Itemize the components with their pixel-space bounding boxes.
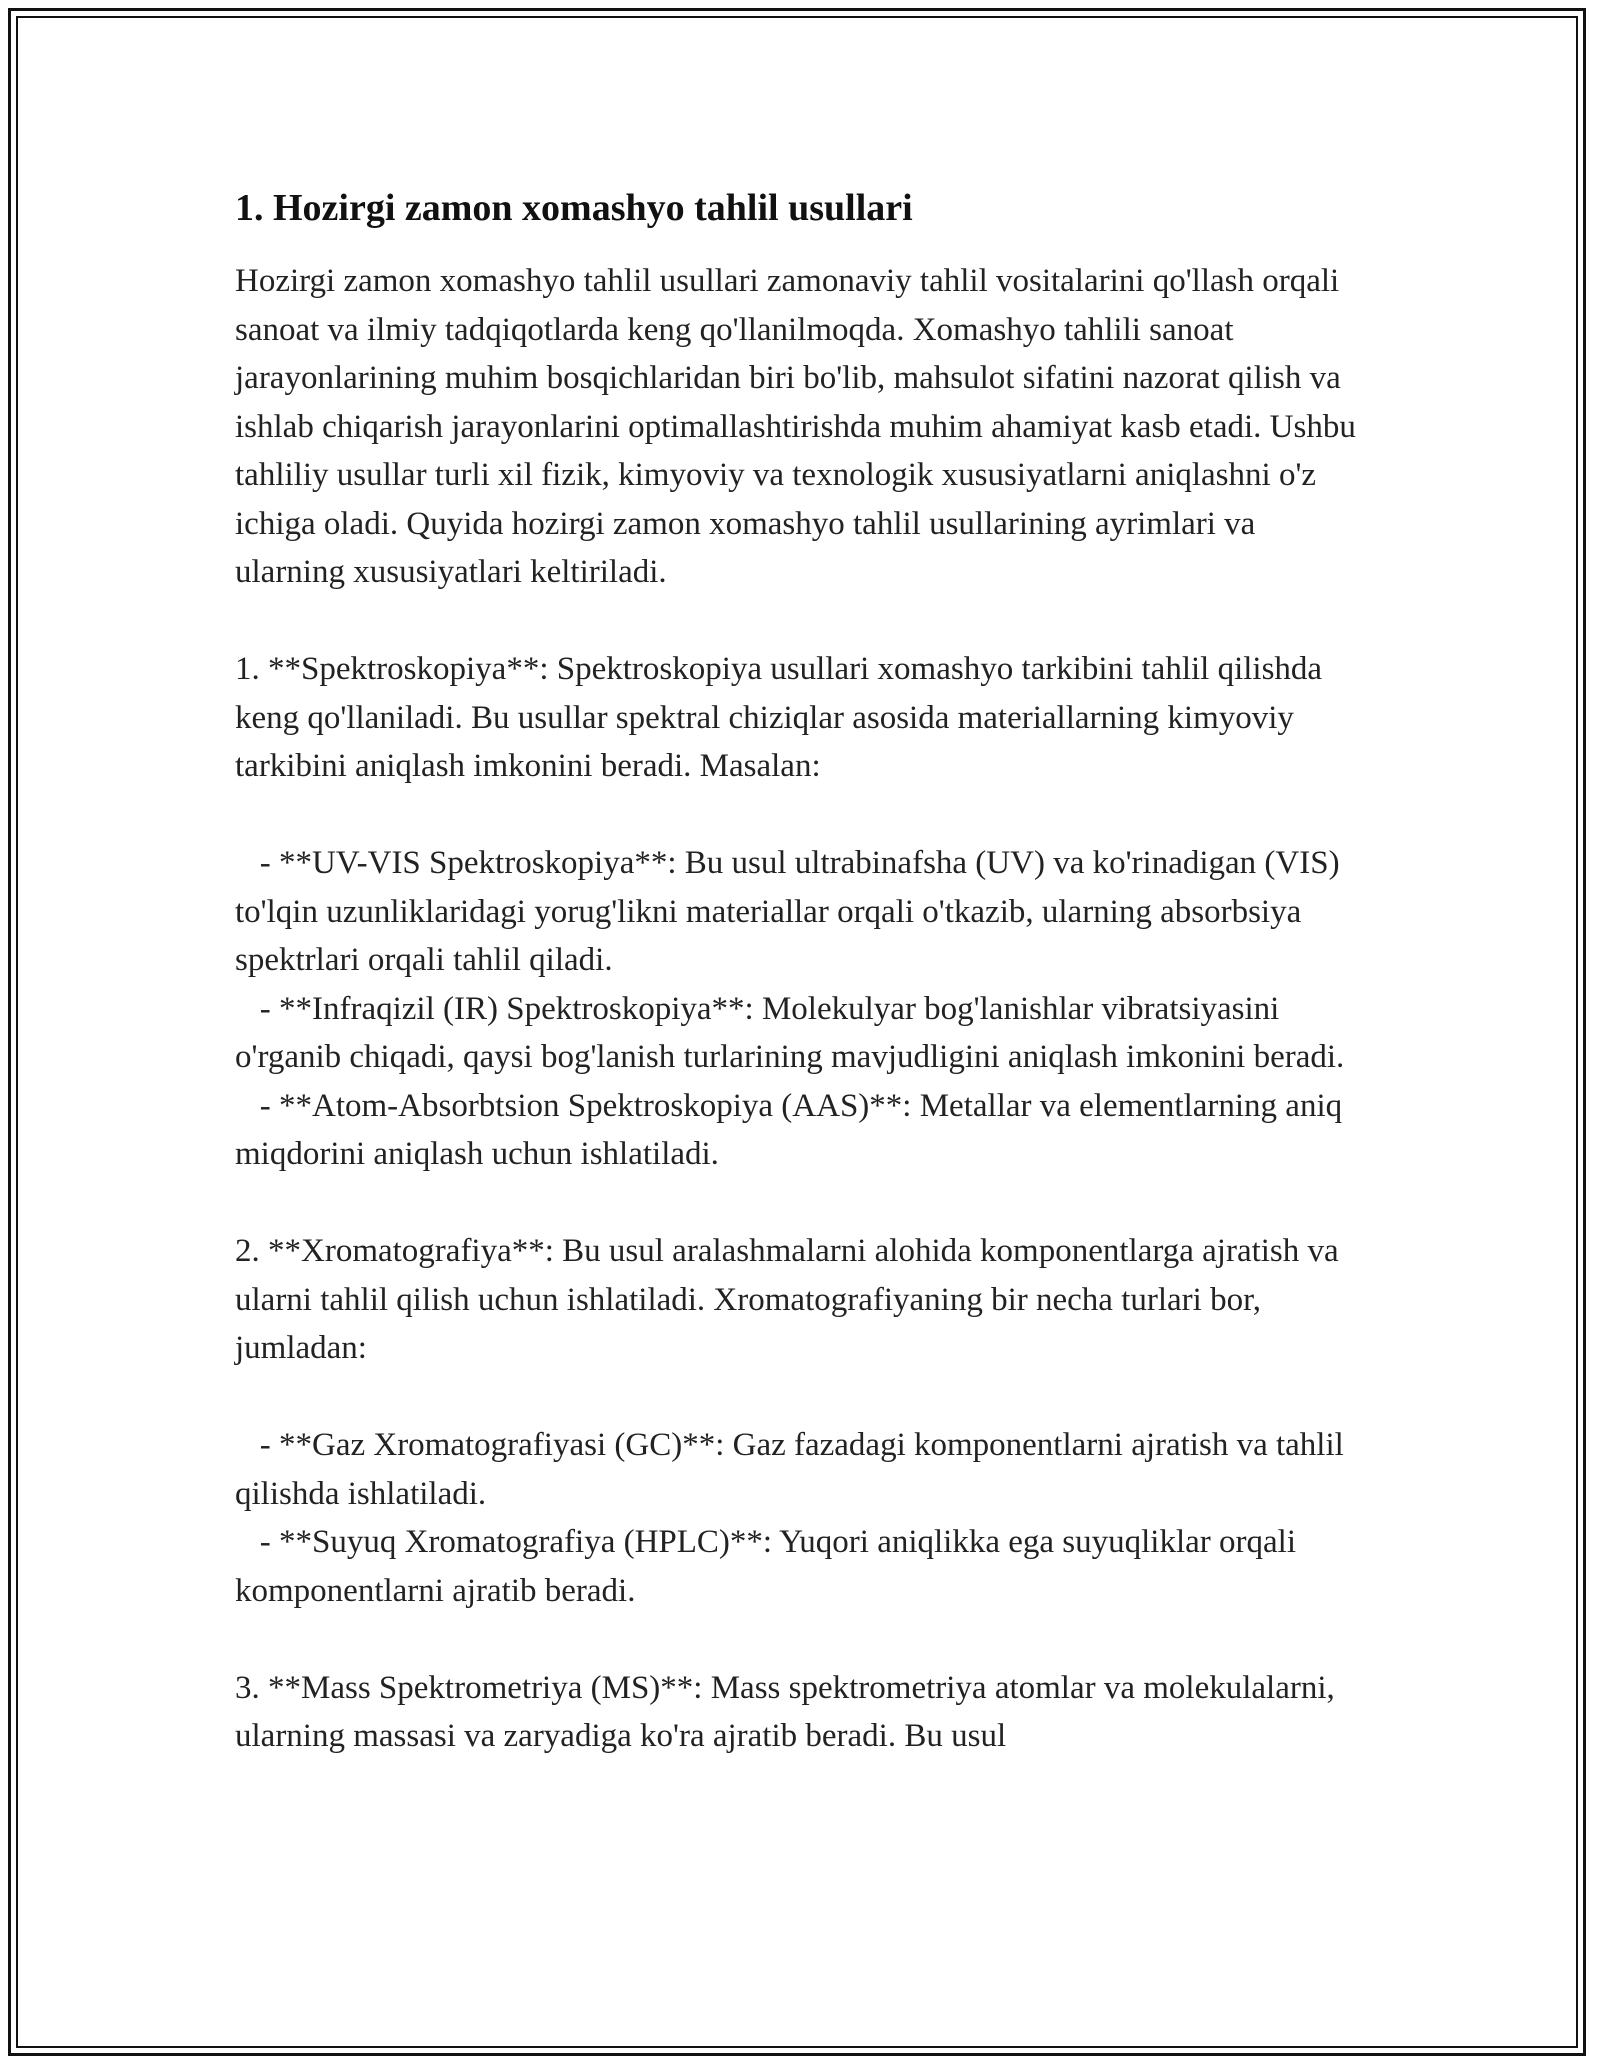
paragraph-gap (235, 1615, 1370, 1664)
paragraph-gap (235, 1373, 1370, 1422)
paragraph-gap (235, 791, 1370, 840)
document-body (235, 185, 1370, 1761)
intro-paragraph: Hozirgi zamon xomashyo tahlil usullari zamonaviy tahlil vositalarini qo'llash orqali sanoat va ilmiy tadqiqotlarda keng qo'llanilmoqda. Xomashyo tahlili sanoat jarayonlarining muhim bosqichlaridan biri bo'lib, mahsulot sifatini nazorat qilish va ishlab chiqarish jarayonlarini optimallashtirishda muhim ahamiyat kasb etadi. Ushbu tahliliy usullar turli xil fizik, kimyoviy va texnologik xususiyatlarni aniqlashni o'z ichiga oladi. Quyida hozirgi zamon xomashyo tahlil usullarining ayrimlari va ularning xususiyatlari keltiriladi. (235, 263, 1365, 590)
paragraph-gap (235, 1179, 1370, 1228)
spectroscopy-paragraph: 1. **Spektroskopiya**: Spektroskopiya usullari xomashyo tarkibini tahlil qilishda keng qo'llaniladi. Bu usullar spektral chiziqlar asosida materiallarning kimyoviy tarkibini aniqlash imkonini beradi. Masalan: (235, 651, 1331, 784)
paragraph-gap (235, 597, 1370, 646)
chromatography-subitems: - **Gaz Xromatografiyasi (GC)**: Gaz fazadagi komponentlarni ajratish va tahlil qilishda ishlatiladi. - **Suyuq Xromatografiya (HPLC)**: Yuqori aniqlikka ega suyuqliklar orqali komponentlarni ajratib beradi. (235, 1427, 1344, 1609)
mass-spectrometry-paragraph: 3. **Mass Spektrometriya (MS)**: Mass spektrometriya atomlar va molekulalarni, ularning massasi va zaryadiga ko'ra ajratib beradi. Bu usul (235, 1669, 1344, 1754)
spectroscopy-subitems: - **UV-VIS Spektroskopiya**: Bu usul ultrabinafsha (UV) va ko'rinadigan (VIS) to'lqin uzunliklaridagi yorug'likni materiallar orqali o'tkazib, ularning absorbsiya spektrlari orqali tahlil qiladi. - **Infraqizil (IR) Spektroskopiya**: Molekulyar bog'lanishlar vibratsiyasini o'rganib chiqadi, qaysi bog'lanish turlarining mavjudligini aniqlash imkonini beradi. - **Atom-Absorbtsion Spektroskopiya (AAS)**: Metallar va elementlarning aniq miqdorini aniqlash uchun ishlatiladi. (235, 845, 1345, 1172)
chromatography-paragraph: 2. **Xromatografiya**: Bu usul aralashmalarni alohida komponentlarga ajratish va ularni tahlil qilish uchun ishlatiladi. Xromatografiyaning bir necha turlari bor, jumladan: (235, 1233, 1347, 1366)
section-heading: 1. Hozirgi zamon xomashyo tahlil usullari (235, 187, 913, 229)
